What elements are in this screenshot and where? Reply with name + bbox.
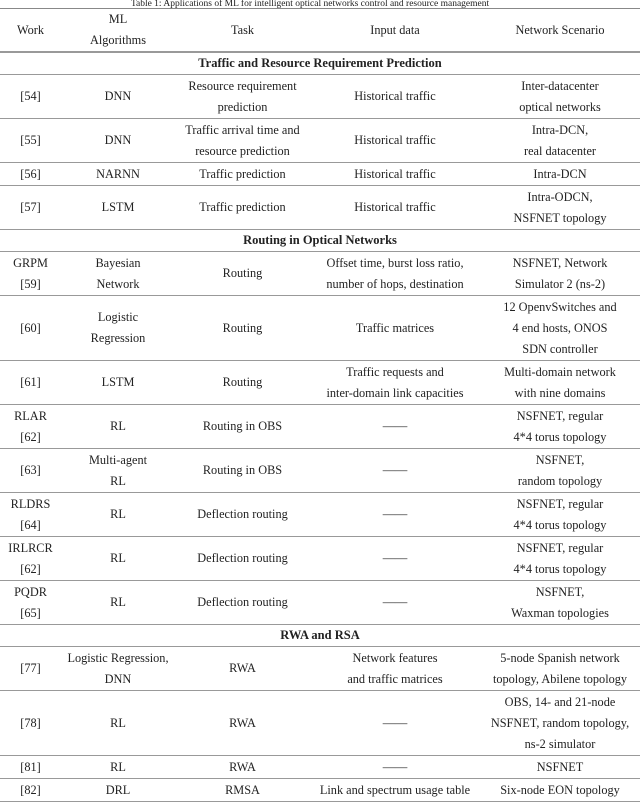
network-scenario-cell: Intra-ODCN, NSFNET topology xyxy=(480,186,640,230)
network-scenario-cell: NSFNET, random topology xyxy=(480,449,640,493)
ml-algorithm-cell: RL xyxy=(61,493,175,537)
work-cell: RLAR [62] xyxy=(0,405,61,449)
task-cell: Deflection routing xyxy=(175,581,310,625)
ml-algorithm-cell: Logistic Regression, DNN xyxy=(61,647,175,691)
table-row xyxy=(0,691,640,756)
work-cell: RLDRS [64] xyxy=(0,493,61,537)
task-cell: Routing in OBS xyxy=(175,405,310,449)
table-row xyxy=(0,186,640,230)
work-cell: [77] xyxy=(0,647,61,691)
work-cell: [61] xyxy=(0,361,61,405)
work-cell: [60] xyxy=(0,296,61,361)
table-row xyxy=(0,581,640,625)
input-data-cell: Traffic matrices xyxy=(310,296,480,361)
ml-algorithm-cell: RL xyxy=(61,691,175,756)
work-cell: IRLRCR [62] xyxy=(0,537,61,581)
ml-algorithm-cell: NARNN xyxy=(61,163,175,186)
network-scenario-cell: NSFNET, regular 4*4 torus topology xyxy=(480,537,640,581)
input-data-cell: Link and spectrum usage table xyxy=(310,779,480,802)
work-cell: [63] xyxy=(0,449,61,493)
task-cell: Resource requirement prediction xyxy=(175,75,310,119)
input-data-cell: Network features and traffic matrices xyxy=(310,647,480,691)
ml-algorithm-cell: Bayesian Network xyxy=(61,252,175,296)
table-row xyxy=(0,647,640,691)
table-row xyxy=(0,119,640,163)
task-cell: RMSA xyxy=(175,779,310,802)
task-cell: Deflection routing xyxy=(175,537,310,581)
network-scenario-cell: NSFNET, regular 4*4 torus topology xyxy=(480,493,640,537)
work-cell: [54] xyxy=(0,75,61,119)
table-row xyxy=(0,296,640,361)
ml-algorithm-cell: Logistic Regression xyxy=(61,296,175,361)
network-scenario-cell: Six-node EON topology xyxy=(480,779,640,802)
task-cell: Routing xyxy=(175,252,310,296)
ml-algorithm-cell: LSTM xyxy=(61,186,175,230)
task-cell: RWA xyxy=(175,756,310,779)
input-data-cell: —— xyxy=(310,691,480,756)
section-header-row xyxy=(0,230,640,252)
input-data-cell: Historical traffic xyxy=(310,186,480,230)
task-cell: Routing xyxy=(175,361,310,405)
task-cell: Routing xyxy=(175,296,310,361)
network-scenario-cell: NSFNET, Waxman topologies xyxy=(480,581,640,625)
input-data-cell: Historical traffic xyxy=(310,75,480,119)
input-data-cell: —— xyxy=(310,537,480,581)
task-cell: RWA xyxy=(175,691,310,756)
ml-algorithm-cell: DNN xyxy=(61,75,175,119)
ml-algorithm-cell: RL xyxy=(61,581,175,625)
ml-algorithm-cell: DNN xyxy=(61,119,175,163)
network-scenario-cell: NSFNET xyxy=(480,756,640,779)
work-cell: [55] xyxy=(0,119,61,163)
work-cell: [57] xyxy=(0,186,61,230)
network-scenario-cell: NSFNET, regular 4*4 torus topology xyxy=(480,405,640,449)
table-row xyxy=(0,537,640,581)
network-scenario-cell: Multi-domain network with nine domains xyxy=(480,361,640,405)
table-caption: Table 1: Applications of ML for intelligent optical networks control and resource management xyxy=(130,0,490,9)
ml-applications-table xyxy=(0,8,640,802)
input-data-cell: Historical traffic xyxy=(310,119,480,163)
input-data-cell: —— xyxy=(310,581,480,625)
input-data-cell: Traffic requests and inter-domain link capacities xyxy=(310,361,480,405)
table-row xyxy=(0,405,640,449)
network-scenario-cell: Intra-DCN, real datacenter xyxy=(480,119,640,163)
task-cell: Traffic prediction xyxy=(175,186,310,230)
input-data-cell: Historical traffic xyxy=(310,163,480,186)
header-task: Task xyxy=(175,9,310,53)
network-scenario-cell: Inter-datacenter optical networks xyxy=(480,75,640,119)
ml-algorithm-cell: Multi-agent RL xyxy=(61,449,175,493)
ml-algorithm-cell: RL xyxy=(61,756,175,779)
ml-algorithm-cell: DRL xyxy=(61,779,175,802)
section-title: Traffic and Resource Requirement Prediction xyxy=(0,52,640,75)
header-work: Work xyxy=(0,9,61,53)
section-header-row xyxy=(0,625,640,647)
section-title: RWA and RSA xyxy=(0,625,640,647)
work-cell: [82] xyxy=(0,779,61,802)
network-scenario-cell: 12 OpenvSwitches and 4 end hosts, ONOS SDN controller xyxy=(480,296,640,361)
work-cell: [81] xyxy=(0,756,61,779)
task-cell: Routing in OBS xyxy=(175,449,310,493)
input-data-cell: —— xyxy=(310,493,480,537)
network-scenario-cell: Intra-DCN xyxy=(480,163,640,186)
task-cell: Deflection routing xyxy=(175,493,310,537)
table-row xyxy=(0,756,640,779)
header-input-data: Input data xyxy=(310,9,480,53)
table-row xyxy=(0,449,640,493)
table-row xyxy=(0,493,640,537)
work-cell: [78] xyxy=(0,691,61,756)
task-cell: Traffic arrival time and resource prediction xyxy=(175,119,310,163)
section-header-row xyxy=(0,52,640,75)
header-network-scenario: Network Scenario xyxy=(480,9,640,53)
input-data-cell: —— xyxy=(310,449,480,493)
header-row xyxy=(0,9,640,53)
table-row xyxy=(0,361,640,405)
task-cell: Traffic prediction xyxy=(175,163,310,186)
table-row xyxy=(0,75,640,119)
header-ml-algorithms: ML Algorithms xyxy=(61,9,175,53)
input-data-cell: —— xyxy=(310,756,480,779)
ml-algorithm-cell: RL xyxy=(61,537,175,581)
ml-algorithm-cell: LSTM xyxy=(61,361,175,405)
input-data-cell: Offset time, burst loss ratio, number of hops, destination xyxy=(310,252,480,296)
table-row xyxy=(0,163,640,186)
table-row xyxy=(0,779,640,802)
input-data-cell: —— xyxy=(310,405,480,449)
section-title: Routing in Optical Networks xyxy=(0,230,640,252)
network-scenario-cell: OBS, 14- and 21-node NSFNET, random topology, ns-2 simulator xyxy=(480,691,640,756)
network-scenario-cell: NSFNET, Network Simulator 2 (ns-2) xyxy=(480,252,640,296)
work-cell: [56] xyxy=(0,163,61,186)
ml-algorithm-cell: RL xyxy=(61,405,175,449)
work-cell: PQDR [65] xyxy=(0,581,61,625)
task-cell: RWA xyxy=(175,647,310,691)
table-row xyxy=(0,252,640,296)
work-cell: GRPM [59] xyxy=(0,252,61,296)
network-scenario-cell: 5-node Spanish network topology, Abilene topology xyxy=(480,647,640,691)
